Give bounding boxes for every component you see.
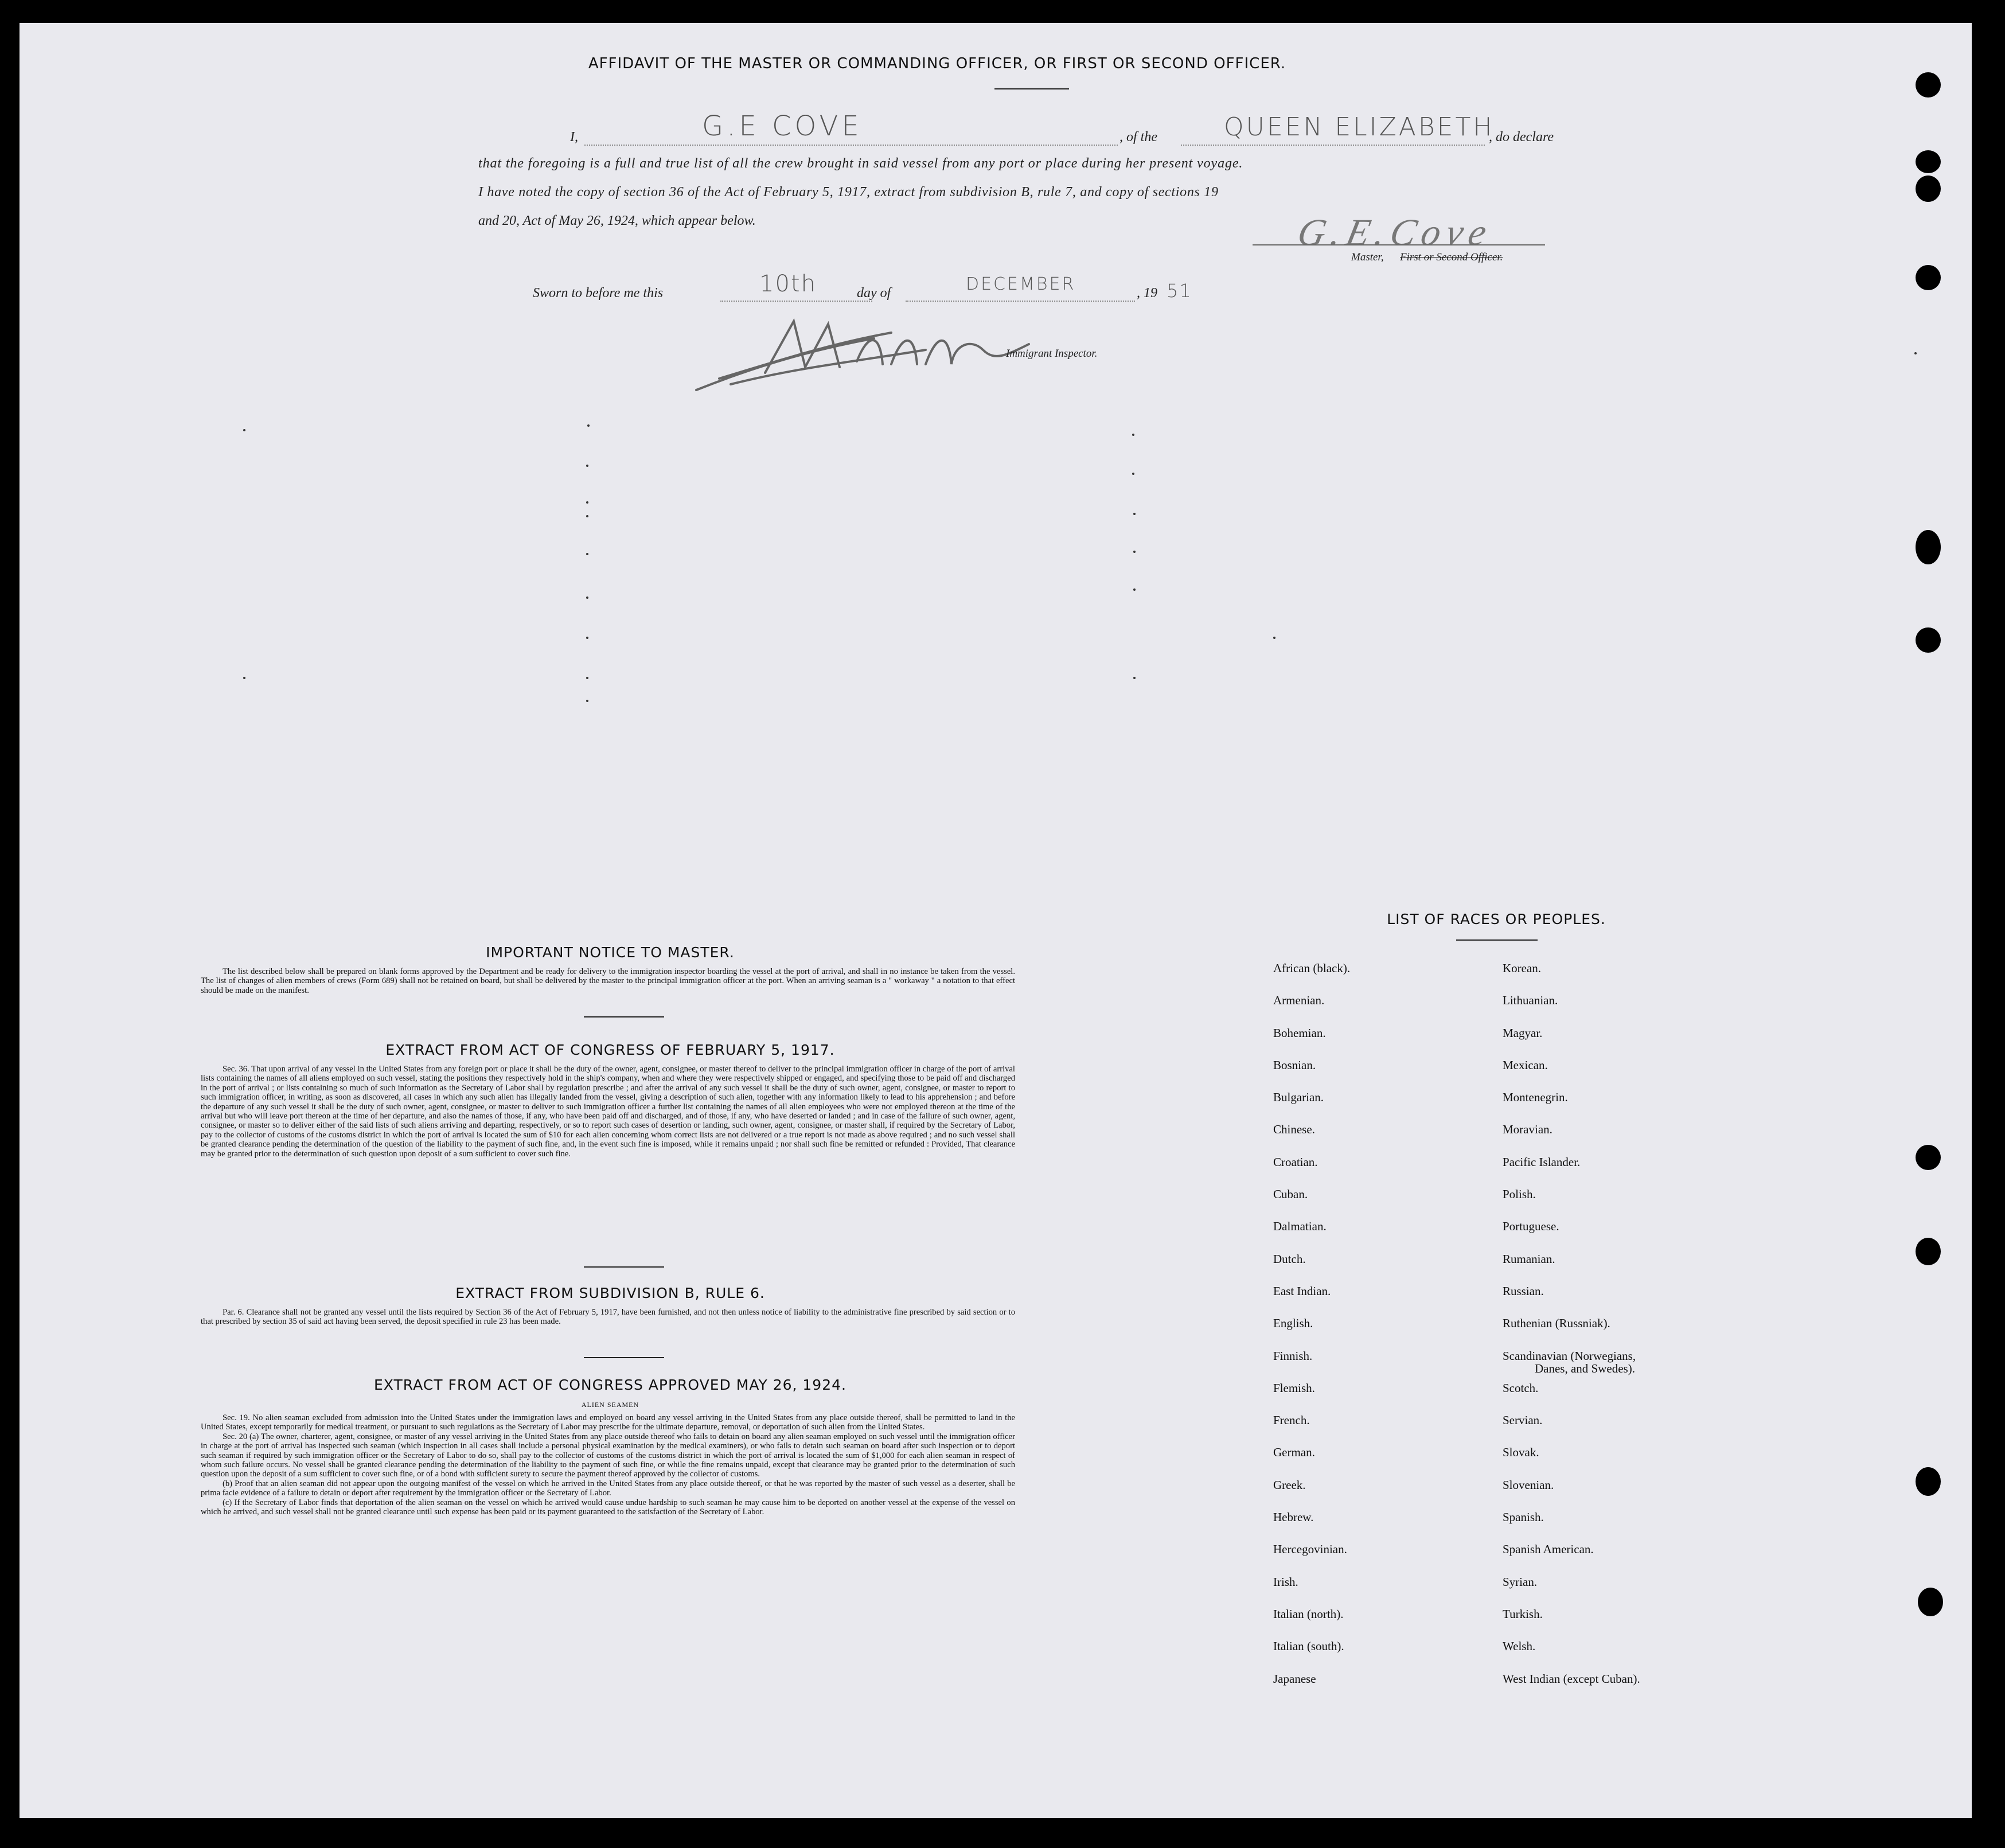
notice-title: IMPORTANT NOTICE TO MASTER. xyxy=(486,944,735,961)
race-item: Mexican. xyxy=(1503,1058,1548,1072)
race-item: Hebrew. xyxy=(1273,1510,1314,1525)
race-item: Spanish. xyxy=(1503,1510,1544,1525)
race-item: Flemish. xyxy=(1273,1381,1315,1395)
race-item: Ruthenian (Russniak). xyxy=(1503,1316,1610,1331)
dot-mark xyxy=(586,637,588,639)
dot-mark xyxy=(1273,637,1275,639)
race-item: Turkish. xyxy=(1503,1607,1543,1621)
race-item: Japanese xyxy=(1273,1671,1316,1686)
i-label: I, xyxy=(570,130,578,145)
race-item: Moravian. xyxy=(1503,1122,1552,1137)
section-20c-paragraph: (c) If the Secretary of Labor finds that deportation of the alien seaman on the vessel on which he arrived would cause undue hardship to such seaman he may cause him to be deported on another vessel at the expense of the vessel on which he arrived, and such vessel shall not be granted clearance until such expense has been paid or its payment guaranteed to the satisfaction of the Secretary of Labor. xyxy=(201,1498,1015,1517)
dot-mark xyxy=(587,424,590,427)
race-item: Pacific Islander. xyxy=(1503,1155,1581,1169)
race-item: Chinese. xyxy=(1273,1122,1315,1137)
race-item: Portuguese. xyxy=(1503,1219,1559,1234)
year-prefix: , 19 xyxy=(1137,286,1157,301)
race-item: Slovenian. xyxy=(1503,1477,1554,1492)
race-item: Croatian. xyxy=(1273,1155,1318,1169)
race-item: Italian (south). xyxy=(1273,1639,1344,1654)
dot-mark xyxy=(1133,551,1136,553)
dot-mark xyxy=(586,465,588,467)
race-item: Greek. xyxy=(1273,1477,1306,1492)
year-handwritten: 51 xyxy=(1167,280,1192,302)
races-left-column xyxy=(1273,961,1350,1704)
dot-mark xyxy=(1914,352,1917,354)
punch-hole xyxy=(1916,72,1941,98)
punch-hole xyxy=(1916,176,1941,202)
race-scandinavian: Scandinavian (Norwegians, xyxy=(1503,1348,1636,1363)
document-page xyxy=(19,23,1972,1818)
race-item: Irish. xyxy=(1273,1574,1298,1589)
race-item: French. xyxy=(1273,1413,1310,1428)
vessel-name-handwritten: QUEEN ELIZABETH xyxy=(1224,112,1495,142)
race-item: East Indian. xyxy=(1273,1284,1331,1298)
race-item: Bosnian. xyxy=(1273,1058,1316,1072)
race-item: Dalmatian. xyxy=(1273,1219,1327,1234)
inspector-label: Immigrant Inspector. xyxy=(1006,348,1098,360)
race-item: German. xyxy=(1273,1445,1315,1460)
race-item: West Indian (except Cuban). xyxy=(1503,1671,1640,1686)
race-item: Spanish American. xyxy=(1503,1542,1594,1557)
month-handwritten: DECEMBER xyxy=(966,274,1076,294)
section-20b-paragraph: (b) Proof that an alien seaman did not appear upon the outgoing manifest of the vessel on which he arrived in the United States from any place outside thereof, or that he was reported by the master of such vessel as a deserter, shall be prima facie evidence of a failure to detain or deport after requirement by the immigration officer or the Secretary of Labor. xyxy=(201,1479,1015,1498)
dot-mark xyxy=(243,677,245,679)
race-item: Welsh. xyxy=(1503,1639,1536,1654)
race-item: Armenian. xyxy=(1273,993,1325,1008)
race-item: Korean. xyxy=(1503,961,1542,975)
punch-hole xyxy=(1916,530,1941,564)
extract-1917-title: EXTRACT FROM ACT OF CONGRESS OF FEBRUARY 5, 1917. xyxy=(385,1042,835,1058)
dot-mark xyxy=(586,677,588,679)
race-item: Dutch. xyxy=(1273,1252,1306,1266)
dot-mark xyxy=(586,515,588,517)
sworn-label: Sworn to before me this xyxy=(533,286,664,301)
dot-mark xyxy=(1132,473,1134,475)
dot-mark xyxy=(1133,588,1136,591)
affidavit-line-4: and 20, Act of May 26, 1924, which appear below. xyxy=(478,213,756,228)
race-item: Finnish. xyxy=(1273,1348,1313,1363)
vessel-blank xyxy=(1181,145,1485,146)
dot-mark xyxy=(1133,513,1136,515)
title-divider xyxy=(994,88,1069,89)
section-36-paragraph: Sec. 36. That upon arrival of any vessel in the United States from any foreign port or place it shall be the duty of the owner, agent, consignee, or master thereof to deliver to the principal immigration officer in charge of the port of arrival lists containing the names of all aliens employed on such vessel, stating the positions they respectively hold in the ship's company, when and where they were respectively shipped or engaged, and specifying those to be paid off and discharged in the port of arrival ; or lists containing so much of such information as the Secretary of Labor shall by regulation prescribe ; and after the arrival of any such vessel it shall be the duty of such owner, agent, consignee, or master to report to such immigration officer, in writing, as soon as discovered, all cases in which any such alien has illegally landed from the vessel, giving a description of such alien, together with any information likely to lead to his apprehension ; and before the departure of any such vessel it shall be the duty of such owner, agent, consignee, or master to deliver to such immigration officer a further list containing the names of all alien employees who were not employed thereon at the time of the arrival but who will leave port thereon at the time of her departure, and also the names of those, if any, who have been paid off and discharged, and of those, if any, who have deserted or landed ; and in case of the failure of such owner, agent, consignee, or master so to deliver either of the said lists of such aliens arriving and departing, respectively, or so to report such cases of desertion or landing, such owner, agent, consignee, or master shall, if required by the Secretary of Labor, pay to the collector of customs of the customs district in which the port of arrival is located the sum of $10 for each alien concerning whom correct lists are not delivered or a true report is not made as above required ; and no such vessel shall be granted clearance pending the determination of the question of the liability to the payment of such fine, and, in the event such fine is imposed, while it remains unpaid ; nor shall such fine be remitted or refunded : Provided, That clearance may be granted prior to the determination of such question upon deposit of a sum sufficient to cover such fine. xyxy=(201,1065,1015,1159)
race-item: Hercegovinian. xyxy=(1273,1542,1347,1557)
race-item: African (black). xyxy=(1273,961,1351,975)
race-item: Slovak. xyxy=(1503,1445,1539,1460)
race-item: Bulgarian. xyxy=(1273,1090,1324,1105)
dot-mark xyxy=(586,596,588,599)
race-item: Montenegrin. xyxy=(1503,1090,1568,1105)
dot-mark xyxy=(1132,434,1134,436)
punch-hole xyxy=(1916,1238,1941,1265)
name-blank xyxy=(584,145,1118,146)
extract-1924-title: EXTRACT FROM ACT OF CONGRESS APPROVED MAY 26, 1924. xyxy=(374,1377,847,1393)
punch-hole xyxy=(1916,150,1941,173)
declare-label: , do declare xyxy=(1489,130,1554,145)
extract-1917-text xyxy=(201,1065,1015,1159)
affidavit-title: AFFIDAVIT OF THE MASTER OR COMMANDING OFFICER, OR FIRST OR SECOND OFFICER. xyxy=(588,55,1286,72)
master-name-handwritten: G.E COVE xyxy=(702,110,863,142)
races-right-column xyxy=(1503,961,1640,1704)
punch-hole xyxy=(1916,1145,1941,1170)
affidavit-line-3: I have noted the copy of section 36 of the Act of February 5, 1917, extract from subdivision B, rule 7, and copy of sections 19 xyxy=(478,185,1219,200)
dot-mark xyxy=(586,700,588,702)
notice-text xyxy=(201,967,1015,995)
rule6-title: EXTRACT FROM SUBDIVISION B, RULE 6. xyxy=(455,1285,765,1301)
notice-divider xyxy=(584,1016,664,1017)
race-item: Rumanian. xyxy=(1503,1252,1555,1266)
affidavit-line-2: that the foregoing is a full and true list of all the crew brought in said vessel from any port or place during her present voyage. xyxy=(478,156,1243,171)
punch-hole xyxy=(1916,1467,1941,1496)
dot-mark xyxy=(586,501,588,504)
of-the-label: , of the xyxy=(1119,130,1157,145)
notice-paragraph: The list described below shall be prepared on blank forms approved by the Department and be ready for delivery to the immigration inspector boarding the vessel at the port of arrival, and shall in no instance be taken from the vessel. The list of changes of alien members of crews (Form 689) shall not be retained on board, but shall be delivered by the master to the principal immigration officer at the port. When an arriving seaman is a " workaway " a notation to that effect should be made on the manifest. xyxy=(201,967,1015,995)
punch-hole xyxy=(1916,265,1941,290)
day-handwritten: 10th xyxy=(759,271,817,297)
race-item: Bohemian. xyxy=(1273,1026,1326,1040)
race-item: Cuban. xyxy=(1273,1187,1308,1202)
race-item: Polish. xyxy=(1503,1187,1536,1202)
race-item: Servian. xyxy=(1503,1413,1543,1428)
master-signature-line xyxy=(1253,244,1545,245)
race-item: Italian (north). xyxy=(1273,1607,1344,1621)
extract-1917-divider xyxy=(584,1266,664,1268)
officer-struck-label: First or Second Officer. xyxy=(1400,251,1503,263)
race-item xyxy=(1503,1349,1640,1381)
day-of-label: day of xyxy=(857,286,891,301)
alien-seamen-subtitle: ALIEN SEAMEN xyxy=(581,1401,639,1409)
race-scandinavian-continued: Danes, and Swedes). xyxy=(1535,1361,1635,1375)
extract-1924-text xyxy=(201,1413,1015,1516)
race-item: Russian. xyxy=(1503,1284,1544,1298)
race-item: Magyar. xyxy=(1503,1026,1543,1040)
master-label: Master, xyxy=(1351,251,1384,263)
punch-hole xyxy=(1916,627,1941,653)
race-item: Syrian. xyxy=(1503,1574,1538,1589)
paragraph-6: Par. 6. Clearance shall not be granted any vessel until the lists required by Section 36 of the Act of February 5, 1917, have been furnished, and not then unless notice of liability to the administrative fine prescribed by said section or to that prescribed by section 35 of said act having been served, the deposit specified in rule 23 has been made. xyxy=(201,1308,1015,1327)
punch-hole xyxy=(1918,1588,1943,1616)
race-item: Lithuanian. xyxy=(1503,993,1558,1008)
day-blank xyxy=(720,301,872,302)
race-item: Scotch. xyxy=(1503,1381,1539,1395)
dot-mark xyxy=(586,553,588,555)
races-title: LIST OF RACES OR PEOPLES. xyxy=(1387,911,1606,927)
dot-mark xyxy=(1133,677,1136,679)
race-item: English. xyxy=(1273,1316,1313,1331)
master-signature: G.E.Cove xyxy=(1294,212,1496,254)
rule6-text xyxy=(201,1308,1015,1327)
races-divider xyxy=(1456,939,1538,941)
section-20a-paragraph: Sec. 20 (a) The owner, charterer, agent, consignee, or master of any vessel arriving in the United States from any place outside thereof who fails to detain on board any alien seaman employed on such vessel until the immigration officer in charge at the port of arrival has inspected such seaman (which inspection in all cases shall include a personal physical examination by the medical examiners), or who fails to detain such seaman on board after such inspection or to deport such seaman if required by such immigration officer or the Secretary of Labor to do so, shall pay to the collector of customs of the customs district in which the port of arrival is located the sum of $1,000 for each alien seaman in respect of whom such failure occurs. No vessel shall be granted clearance pending the determination of the liability to the payment of such fine, or while the fine remains unpaid, except that clearance may be granted prior to the determination of such question upon the deposit of a sum sufficient to cover such fine, or of a bond with sufficient surety to secure the payment thereof approved by the collector of customs. xyxy=(201,1432,1015,1479)
month-blank xyxy=(906,301,1135,302)
dot-mark xyxy=(243,429,245,431)
section-19-paragraph: Sec. 19. No alien seaman excluded from admission into the United States under the immigration laws and employed on board any vessel arriving in the United States from any place outside thereof, shall be permitted to land in the United States, except temporarily for medical treatment, or pursuant to such regulations as the Secretary of Labor may prescribe for the ultimate departure, removal, or deportation of such alien from the United States. xyxy=(201,1413,1015,1432)
rule6-divider xyxy=(584,1357,664,1358)
